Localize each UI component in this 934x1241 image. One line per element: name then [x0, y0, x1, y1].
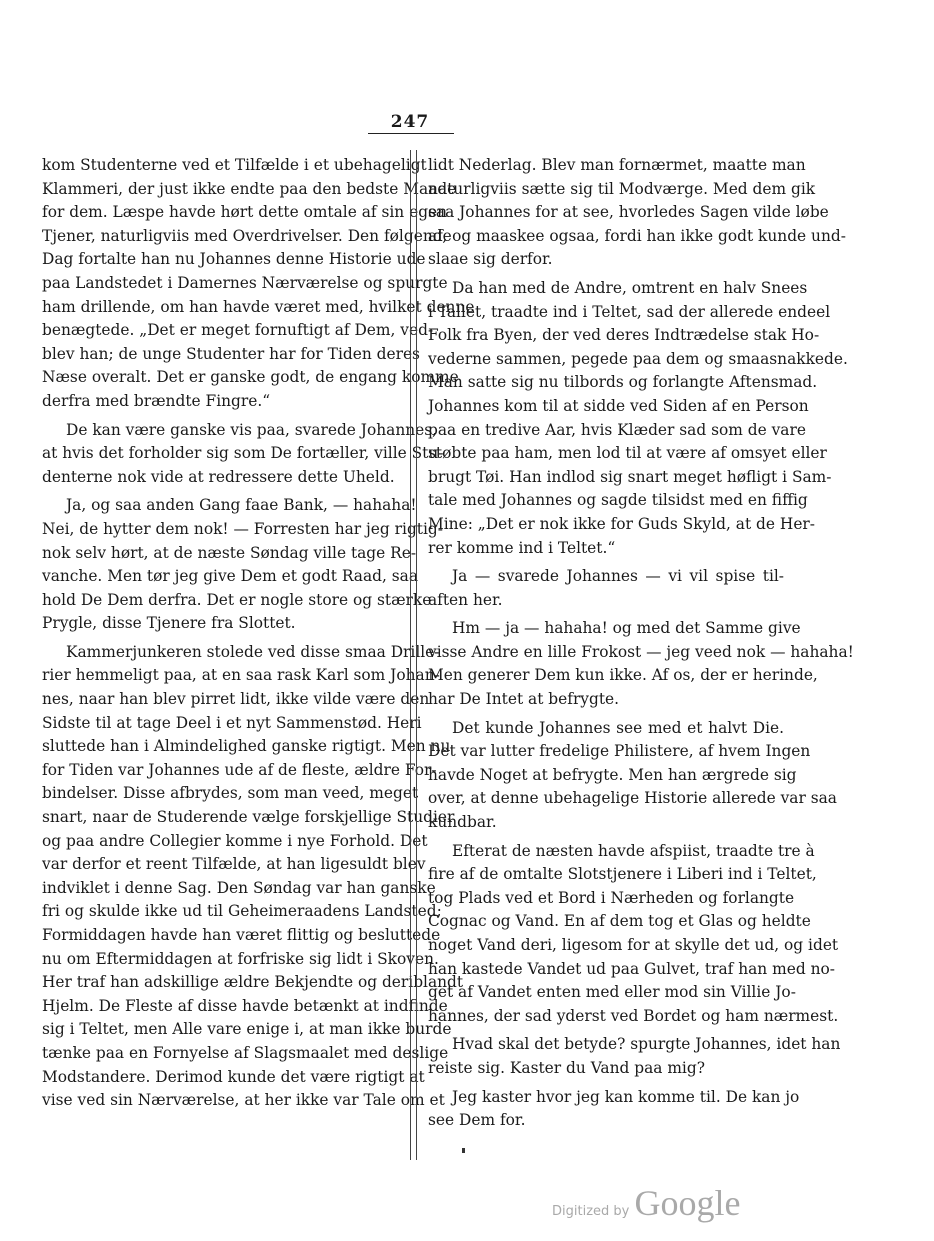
- text-line: Da han med de Andre, omtrent en halv Snees: [452, 278, 808, 297]
- text-line: nu om Eftermiddagen at forfriske sig lidt i Skoven.: [42, 949, 439, 968]
- paragraph: [428, 277, 848, 560]
- text-line: over, at denne ubehagelige Historie allerede var saa: [428, 789, 837, 808]
- paragraph: [428, 617, 854, 711]
- text-line: Efterat de næsten havde afspiist, traadte tre à: [452, 841, 815, 860]
- text-line: for Tiden var Johannes ude af de fleste, ældre For-: [42, 760, 437, 779]
- text-line: Sidste til at tage Deel i et nyt Sammenstød. Heri: [42, 713, 422, 732]
- text-line: Her traf han adskillige ældre Bekjendte og deriblandt: [42, 973, 464, 992]
- text-line: i Tallet, traadte ind i Teltet, sad der allerede endeel: [428, 302, 831, 321]
- text-line: reiste sig. Kaster du Vand paa mig?: [428, 1058, 705, 1077]
- text-line: Man satte sig nu tilbords og forlangte Aftensmad.: [428, 373, 818, 392]
- stray-mark: [462, 1148, 465, 1153]
- text-line: slaae sig derfor.: [428, 250, 553, 269]
- text-line: Mine: „Det er nok ikke for Guds Skyld, at de Her-: [428, 514, 815, 533]
- text-line: naturligviis sætte sig til Modværge. Med dem gik: [428, 179, 816, 198]
- text-line: tale med Johannes og sagde tilsidst med en fiffig: [428, 491, 808, 510]
- text-line: Klammeri, der just ikke endte paa den bedste Maade: [42, 179, 457, 198]
- watermark-prefix: Digitized by: [552, 1204, 630, 1219]
- text-line: visse Andre en lille Frokost — jeg veed nok — hahaha!: [428, 642, 854, 661]
- column-divider: [410, 150, 417, 1160]
- text-line: blev han; de unge Studenter har for Tiden deres: [42, 344, 420, 363]
- text-line: havde Noget at befrygte. Men han ærgrede sig: [428, 765, 797, 784]
- text-line: og paa andre Collegier komme i nye Forhold. Det: [42, 831, 428, 850]
- text-line: Ja — svarede Johannes — vi vil spise til-: [452, 567, 784, 586]
- text-line: kundbar.: [428, 813, 497, 832]
- paragraph: [42, 154, 475, 414]
- text-line: Hjelm. De Fleste af disse havde betænkt at indfinde: [42, 996, 448, 1015]
- text-line: fri og skulde ikke ud til Geheimeraadens Landsted;: [42, 902, 442, 921]
- text-line: denterne nok vide at redressere dette Uheld.: [42, 467, 395, 486]
- text-line: at hvis det forholder sig som De fortæller, ville Stu-: [42, 444, 444, 463]
- text-line: har De Intet at befrygte.: [428, 690, 620, 709]
- paragraph: [42, 494, 443, 636]
- text-line: hold De Dem derfra. Det er nogle store og stærke: [42, 590, 432, 609]
- text-line: get af Vandet enten med eller mod sin Villie Jo-: [428, 983, 796, 1002]
- text-line: vanche. Men tør jeg give Dem et godt Raad, saa: [42, 567, 419, 586]
- text-line: hannes, der sad yderst ved Bordet og ham nærmest.: [428, 1006, 839, 1025]
- text-line: Hvad skal det betyde? spurgte Johannes, idet han: [452, 1035, 841, 1054]
- text-line: ham drillende, om han havde været med, hvilket denne: [42, 297, 475, 316]
- text-line: vise ved sin Nærværelse, at her ikke var Tale om et: [42, 1091, 445, 1110]
- text-line: Folk fra Byen, der ved deres Indtrædelse stak Ho-: [428, 326, 820, 345]
- text-line: Dag fortalte han nu Johannes denne Historie ude: [42, 250, 426, 269]
- page-number: 247: [390, 112, 430, 132]
- text-line: Hm — ja — hahaha! og med det Samme give: [452, 619, 801, 638]
- header-rule: [368, 133, 454, 134]
- text-line: Kammerjunkeren stolede ved disse smaa Drille-: [66, 642, 440, 661]
- text-line: Nei, de hytter dem nok! — Forresten har jeg rigtig-: [42, 519, 443, 538]
- paragraph: [428, 565, 784, 612]
- text-line: kom Studenterne ved et Tilfælde i et ubehageligt: [42, 156, 427, 174]
- text-line: lidt Nederlag. Blev man fornærmet, maatte man: [428, 156, 806, 174]
- text-line: af, og maaskee ogsaa, fordi han ikke godt kunde und-: [428, 226, 846, 245]
- text-line: Formiddagen havde han været flittig og besluttede: [42, 926, 441, 944]
- text-line: aften her.: [428, 590, 503, 609]
- text-line: nok selv hørt, at de næste Søndag ville tage Re-: [42, 543, 417, 562]
- text-line: Ja, og saa anden Gang faae Bank, — hahaha!: [66, 496, 417, 515]
- text-line: var derfor et reent Tilfælde, at han ligesuldt blev: [42, 855, 426, 874]
- paragraph: [428, 840, 839, 1029]
- paragraph: [428, 154, 846, 272]
- text-line: nes, naar han blev pirret lidt, ikke vilde være den: [42, 690, 430, 709]
- text-line: rer komme ind i Teltet.“: [428, 538, 616, 557]
- text-line: tog Plads ved et Bord i Nærheden og forlangte: [428, 888, 795, 907]
- text-line: Johannes kom til at sidde ved Siden af en Person: [428, 396, 809, 415]
- text-line: De kan være ganske vis paa, svarede Johannes,: [66, 420, 438, 439]
- text-line: noget Vand deri, ligesom for at skylle det ud, og idet: [428, 936, 839, 954]
- text-line: brugt Tøi. Han indlod sig snart meget høfligt i Sam-: [428, 467, 832, 486]
- right-column: [428, 154, 854, 1133]
- text-line: Cognac og Vand. En af dem tog et Glas og heldte: [428, 912, 811, 931]
- digitized-watermark: [552, 1182, 740, 1224]
- text-line: Prygle, disse Tjenere fra Slottet.: [42, 614, 296, 633]
- text-line: Jeg kaster hvor jeg kan komme til. De kan jo: [452, 1087, 800, 1106]
- text-line: paa Landstedet i Damernes Nærværelse og spurgte: [42, 273, 448, 292]
- google-logo: Google: [634, 1183, 741, 1223]
- text-line: paa en tredive Aar, hvis Klæder sad som de vare: [428, 420, 806, 439]
- text-line: Men generer Dem kun ikke. Af os, der er herinde,: [428, 666, 818, 685]
- text-line: Det kunde Johannes see med et halvt Die.: [452, 718, 784, 737]
- text-line: støbte paa ham, men lod til at være af omsyet eller: [428, 444, 827, 463]
- text-line: snart, naar de Studerende vælge forskjellige Studier: [42, 808, 455, 827]
- text-line: rier hemmeligt paa, at en saa rask Karl som Johan-: [42, 666, 440, 685]
- text-line: tænke paa en Fornyelse af Slagsmaalet med deslige: [42, 1043, 449, 1062]
- text-line: sig i Teltet, men Alle vare enige i, at man ikke burde: [42, 1020, 452, 1039]
- text-line: Tjener, naturligviis med Overdrivelser. Den følgende: [42, 226, 452, 245]
- text-line: Modstandere. Derimod kunde det være rigtigt at: [42, 1067, 425, 1086]
- paragraph: [42, 419, 444, 490]
- text-line: indviklet i denne Sag. Den Søndag var han ganske: [42, 878, 436, 897]
- text-line: benægtede. „Det er meget fornuftigt af Dem, ved-: [42, 321, 434, 340]
- paragraph: [428, 1086, 800, 1133]
- text-line: saa Johannes for at see, hvorledes Sagen vilde løbe: [428, 203, 829, 222]
- text-line: sluttede han i Almindelighed ganske rigtigt. Men nu: [42, 737, 451, 756]
- text-line: for dem. Læspe havde hørt dette omtale af sin egen: [42, 203, 448, 222]
- text-line: han kastede Vandet ud paa Gulvet, traf han med no-: [428, 959, 835, 978]
- paragraph: [428, 1033, 841, 1080]
- text-line: Næse overalt. Det er ganske godt, de engang komme: [42, 368, 459, 387]
- text-line: fire af de omtalte Slotstjenere i Liberi ind i Teltet,: [428, 865, 817, 884]
- text-line: Det var lutter fredelige Philistere, af hvem Ingen: [428, 742, 811, 761]
- text-line: vederne sammen, pegede paa dem og smaasnakkede.: [428, 349, 848, 368]
- text-line: derfra med brændte Fingre.“: [42, 391, 271, 410]
- text-line: bindelser. Disse afbrydes, som man veed, meget: [42, 784, 419, 803]
- text-line: see Dem for.: [428, 1111, 526, 1130]
- paragraph: [428, 717, 837, 835]
